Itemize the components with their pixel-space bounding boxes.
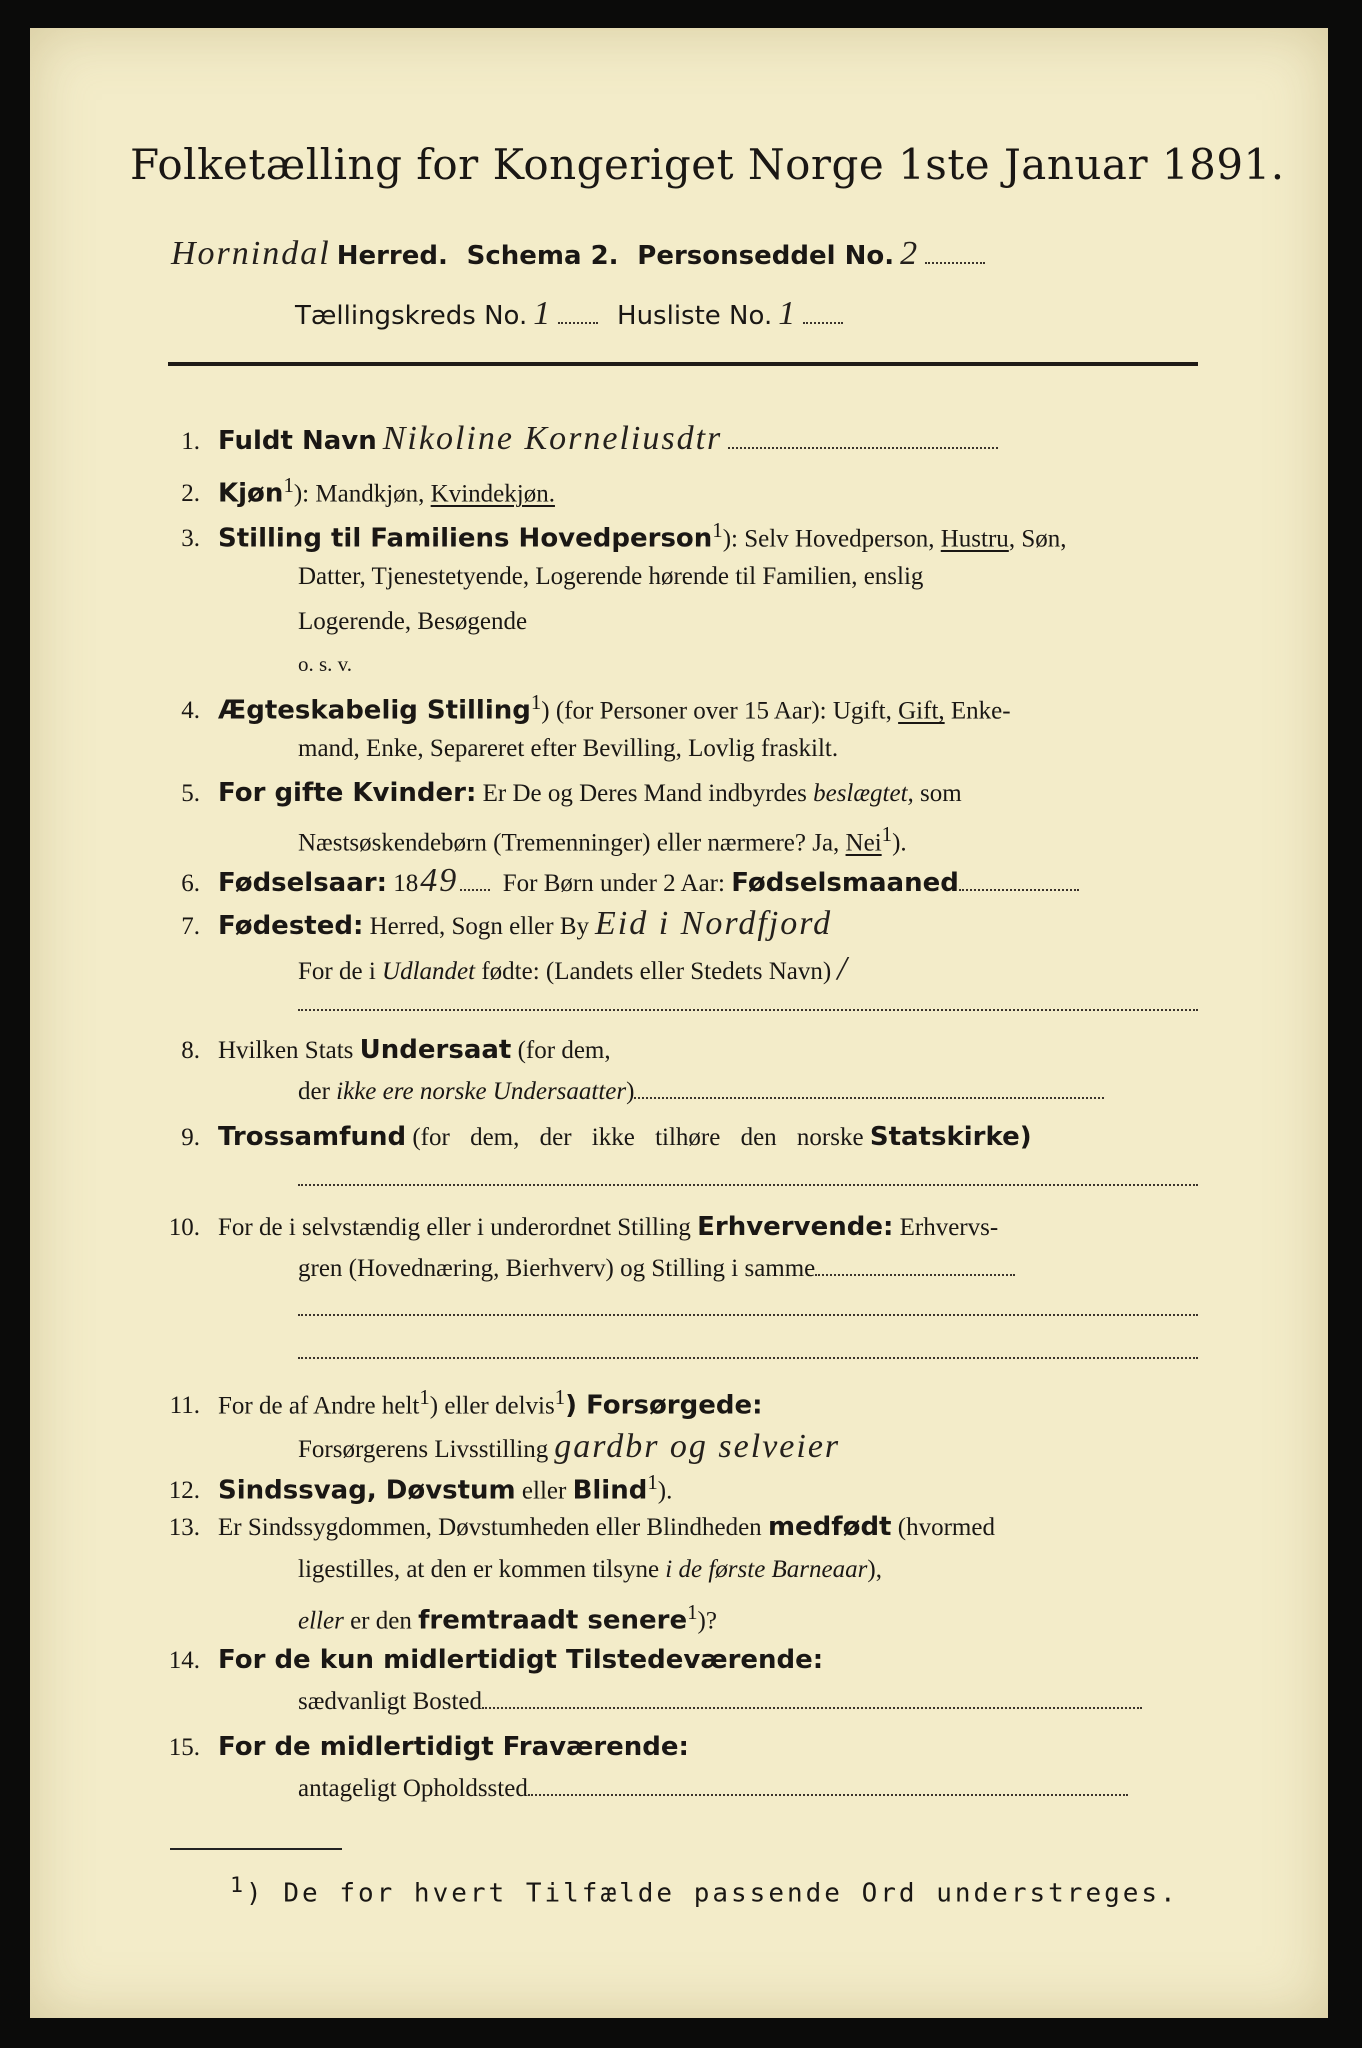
herred-line xyxy=(165,235,985,273)
kreds-line xyxy=(295,295,843,333)
related-selected: Nei xyxy=(845,829,882,857)
herred-value: Hornindal xyxy=(171,235,331,272)
item-religion: 9. Trossamfund (for dem, der ikke tilhøre den norske Statskirke) xyxy=(181,1122,1032,1152)
item-birthplace: 7. Fødested: Herred, Sogn eller By Eid i Nordfjord xyxy=(140,905,838,943)
birthplace-value: Eid i Nordfjord xyxy=(595,905,833,942)
item-family-position: 3. Stilling til Familiens Hovedperson$^1$): Selv Hovedperson, Hustru, Søn, xyxy=(181,518,1067,554)
full-name-label: Fuldt Navn xyxy=(218,426,377,456)
personseddel-value: 2 xyxy=(900,235,920,272)
census-form: Folketælling for Kongeriget Norge 1ste Januar 1891. Hornindal Herred. Schema 2. Personseddel No. 2 Tællingskreds No. 1 Husliste No. 1 1. Fuldt Navn Nikoline Korneliusdtr 2. Kjøn$^1$): Mandkjøn, Kvindekjøn. 3. Stilling til Familiens Hovedperson$^1$): Selv Hovedperson, Hustru, Søn, Datter, Tjenestetyende, Logerende hørende til Familien, enslig Logerende, Besøgende o. s. v. 4. Ægteskabelig Stilling$^1$) (for Personer over 15 Aar): Ugift, Gift, Enke- mand, Enke, Separeret efter Bevilling, Lovlig fraskilt. 5. For gifte Kvinder: Er De og Deres Mand indbyrdes beslægtet, som Næstsøskendebørn (Tremenninger) eller nærmere? Ja, Nei$^1$). 6. Fødselsaar: 1849 For Børn under 2 Aar: Fødselsmaaned 7. Fødested: Herred, Sogn eller By Eid i Nordfjord For de i Udlandet fødte: (Landets eller Stedets Navn) / 8. Hvilken Stats Undersaat (for dem, der ikke ere norske Undersaatter) 9. Trossamfund (for dem, der ikke tilhøre den norske Statskirke) 10. For de i selvstændig eller i underordnet Stilling Erhvervende: Erhvervs- gren (Hovednæring, Bierhverv) og Stilling i samme 11. For de af Andre helt$^1$) eller delvis$^1$) Forsørgede: Forsørgerens Livsstilling gardbr og selveier 12. Sindssvag, Døvstum eller Blind$^1$). 13. Er Sindssygdommen, Døvstumheden eller Blindheden medfødt (hvormed ligestilles, at den er kommen tilsyne i de første Barneaar), eller er den fremtraadt senere$^1$)? 14. For de kun midlertidigt Tilstedeværende: sædvanligt Bosted 15. For de midlertidigt Fraværende: antageligt Opholdssted $^1$) De for hvert Tilfælde passende Ord understreges. xyxy=(130,140,1285,1909)
sex-selected: Kvindekjøn. xyxy=(430,480,555,508)
item-birth-year: 6. Fødselsaar: 1849 For Børn under 2 Aar: Fødselsmaaned xyxy=(140,862,1079,900)
item-marital-status: 4. Ægteskabelig Stilling$^1$) (for Personer over 15 Aar): Ugift, Gift, Enke- xyxy=(181,690,1011,726)
birth-year-value: 49 xyxy=(420,862,459,899)
provider-occupation-value: gardbr og selveier xyxy=(554,1428,841,1465)
husliste-value: 1 xyxy=(778,295,798,332)
kreds-value: 1 xyxy=(533,295,553,332)
schema-label: Schema 2. xyxy=(466,241,619,271)
marital-selected: Gift, xyxy=(898,697,945,725)
herred-label: Herred. xyxy=(336,241,448,271)
item-dependents: 11. For de af Andre helt$^1$) eller delvis$^1$) Forsørgede: xyxy=(169,1385,763,1421)
item-full-name: 1. Fuldt Navn Nikoline Korneliusdtr xyxy=(140,420,998,458)
header-rule xyxy=(168,362,1198,366)
footnote: $^1$) De for hvert Tilfælde passende Ord understreges. xyxy=(230,1873,1179,1909)
family-position-selected: Hustru xyxy=(940,525,1009,553)
item-occupation: 10. For de i selvstændig eller i underordnet Stilling Erhvervende: Erhvervs- xyxy=(168,1212,999,1242)
form-title: Folketælling for Kongeriget Norge 1ste Januar 1891. xyxy=(130,140,1285,189)
item-sex: 2. Kjøn$^1$): Mandkjøn, Kvindekjøn. xyxy=(181,473,555,509)
full-name-value: Nikoline Korneliusdtr xyxy=(382,420,723,457)
item-married-women: 5. For gifte Kvinder: Er De og Deres Mand indbyrdes beslægtet, som xyxy=(181,778,962,808)
kreds-label: Tællingskreds No. xyxy=(295,301,528,331)
item-temporary-absent: 15. For de midlertidigt Fraværende: xyxy=(168,1732,689,1762)
item-nationality: 8. Hvilken Stats Undersaat (for dem, xyxy=(181,1035,611,1065)
item-congenital: 13. Er Sindssygdommen, Døvstumheden eller Blindheden medfødt (hvormed xyxy=(168,1512,995,1542)
husliste-label: Husliste No. xyxy=(617,301,773,331)
footnote-rule xyxy=(170,1848,342,1850)
item-temporary-present: 14. For de kun midlertidigt Tilstedeværende: xyxy=(168,1645,824,1675)
personseddel-label: Personseddel No. xyxy=(637,241,895,271)
item-disability: 12. Sindssvag, Døvstum eller Blind$^1$). xyxy=(168,1470,673,1506)
